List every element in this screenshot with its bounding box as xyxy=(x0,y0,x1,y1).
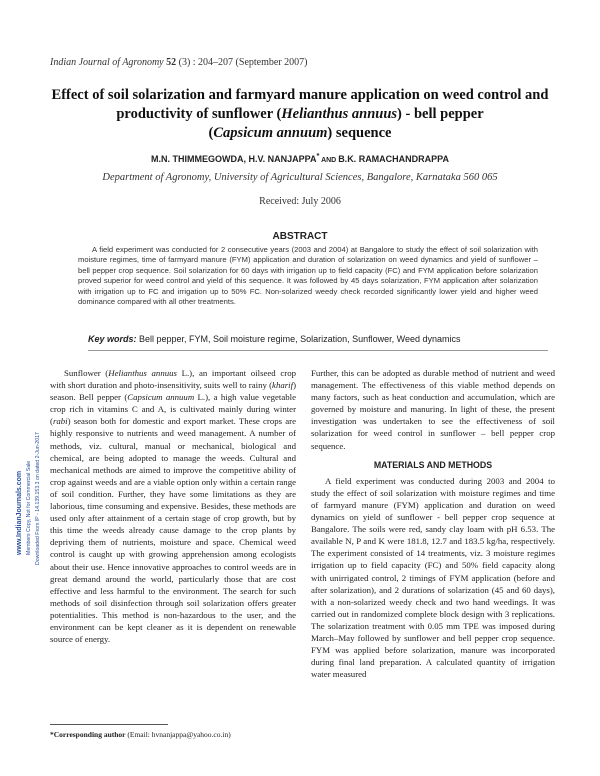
keywords-divider xyxy=(88,350,548,351)
body-text: L.), an important oilseed crop with short duration and photo-insensitivity, suits well to rainy ( xyxy=(50,368,296,391)
body-text: ) season. Bell pepper ( xyxy=(50,380,296,403)
body-column-right xyxy=(311,367,555,680)
paper-title xyxy=(40,86,560,143)
author-list xyxy=(40,151,560,164)
season-term: rabi xyxy=(52,416,68,427)
journal-name: Indian Journal of Agronomy xyxy=(50,57,164,68)
body-column-left xyxy=(50,367,296,645)
author-affiliation: Department of Agronomy, University of Agricultural Sciences, Bangalore, Karnataka 560 065 xyxy=(102,172,498,183)
footnote-label: *Corresponding author xyxy=(50,730,126,739)
body-text: L.), a high value vegetable crop rich in vitamins C and A, is cultivated mainly during winter ( xyxy=(50,392,297,427)
abstract-text: A field experiment was conducted for 2 consecutive years (2003 and 2004) at Bangalore to study the effect of soil solarization with moisture regimes, time of farmyard manure (FYM) application and duration of solarization on weed dynamics and yield of sunflower – bell pepper crop sequence. Soil solarization for 60 days with irrigation up to field capacity (FC) and FYM application before solarization proved superior for weed control and yield of this sequence. It was followed by 45 days solarization, FYM application after solarization with irrigation up to FC and irrigation up to 50% FC. Non-solarized weedy check recorded significantly lower yield and higher weed dominance compared with all other treatments. xyxy=(78,245,538,307)
title-scientific-name: Capsicum annuum xyxy=(213,125,328,141)
author-names: M.N. THIMMEGOWDA, H.V. NANJAPPA xyxy=(150,154,317,164)
title-text: ) - bell pepper xyxy=(397,106,484,122)
intro-paragraph xyxy=(50,367,296,645)
title-text: ( xyxy=(208,125,214,141)
section-heading-materials-methods: MATERIALS AND METHODS xyxy=(373,459,493,470)
title-line-2 xyxy=(40,105,560,124)
season-term: kharif xyxy=(272,380,294,391)
body-text: ) season both for domestic and export market. These crops are highly responsive to nutrients and weed management. A number of methods, viz. cultural, manual or mechanical, biological and chemical, are being adopted to manage the weeds. Cultural and mechanical methods are aimed to improve the competitive ability of crop against weeds and are a viable option only within a certain range of soil condition. Further, they have some limitations as they are laborious, time consuming and expensive. Besides, these methods are used only after attainment of a certain stage of crop growth, but by this time the weeds already cause damage to the crop plants by depriving them of nutrients, moisture and space. Chemical weed control is caught up with growing apprehension among ecologists about their use. Hence innovative approaches to control weeds are in great demand around the world, particularly those that are cost effective and less harmful to the environment. The search for such methods of soil disinfection through soil solarization offers greater potentialities. This method is non-hazardous to the user, and the environment can be kept cleaner as it is dependent on renewable source of energy. xyxy=(50,416,296,645)
title-line-1: Effect of soil solarization and farmyard manure application on weed control and xyxy=(51,87,549,103)
title-text: productivity of sunflower ( xyxy=(116,106,282,122)
watermark-site-link[interactable]: www.IndianJournals.com xyxy=(16,470,23,555)
footnote-email: (Email: hvnanjappa@yahoo.co.in) xyxy=(125,730,231,739)
body-text: Sunflower ( xyxy=(64,368,109,378)
title-line-3 xyxy=(40,124,560,143)
journal-volume: 52 xyxy=(166,57,177,68)
author-names: B.K. RAMACHANDRAPPA xyxy=(338,154,450,164)
footnote-divider xyxy=(50,724,168,725)
methods-paragraph: A field experiment was conducted during 2003 and 2004 to study the effect of soil solarization with moisture regimes and time of farmyard manure (FYM) application and duration on weed dynamics on yield of sunflower - bell pepper crop sequence at Bangalore. The soils were red, sandy clay loam with pH 6.53. The available N, P and K were 181.8, 12.7 and 183.5 kg/ha, respectively. The experiment consisted of 14 treatments, viz. 3 moisture regimes irrigation up to field capacity (FC) and 50% field capacity along with unirrigated control, 2 timings of FYM application (before and after solarization), and 2 durations of solarization (45 and 60 days), with a non-solarized weedy check and two hand weedings. It was carried out in randomized complete block design with 3 replications. The solarization treatment with 0.05 mm TPE was imposed during March–May followed by sunflower and bell pepper crop sequence. FYM was applied before solarization, manure was incorporated during final land preparation. A calculated quantity of irrigation water measured xyxy=(311,475,555,680)
intro-continued-paragraph: Further, this can be adopted as durable method of nutrient and weed management. The effectiveness of this viable method depends on many factors, such as heat conduction and accumulation, which are governed by moisture and manuring. In light of these, the present investigation was undertaken to see the effectiveness of soil solarization for weed control in sunflower – bell pepper crop sequence. xyxy=(311,368,555,451)
corresponding-author-mark: * xyxy=(316,151,320,160)
title-text: ) sequence xyxy=(327,125,392,141)
keywords-list: Bell pepper, FYM, Soil moisture regime, Solarization, Sunflower, Weed dynamics xyxy=(136,334,461,344)
keywords-label: Key words: xyxy=(88,334,137,344)
title-scientific-name: Helianthus annuus xyxy=(281,106,398,122)
corresponding-author-footnote xyxy=(50,730,300,739)
journal-citation xyxy=(50,57,450,68)
keywords xyxy=(88,334,548,344)
abstract-heading: ABSTRACT xyxy=(272,231,328,242)
watermark-copy-notice: Members Copy, Not for Commercial Sale xyxy=(26,460,32,555)
watermark-download-info: Downloaded From IP - 14.139.153.3 on dated 2-Jun-2017 xyxy=(35,432,41,565)
scientific-name: Capsicum annuum xyxy=(127,392,195,403)
journal-issue-pages: (3) : 204–207 (September 2007) xyxy=(178,57,308,68)
author-conjunction: AND xyxy=(319,157,339,164)
received-date: Received: July 2006 xyxy=(259,196,341,207)
scientific-name: Helianthus annuus xyxy=(108,368,177,378)
